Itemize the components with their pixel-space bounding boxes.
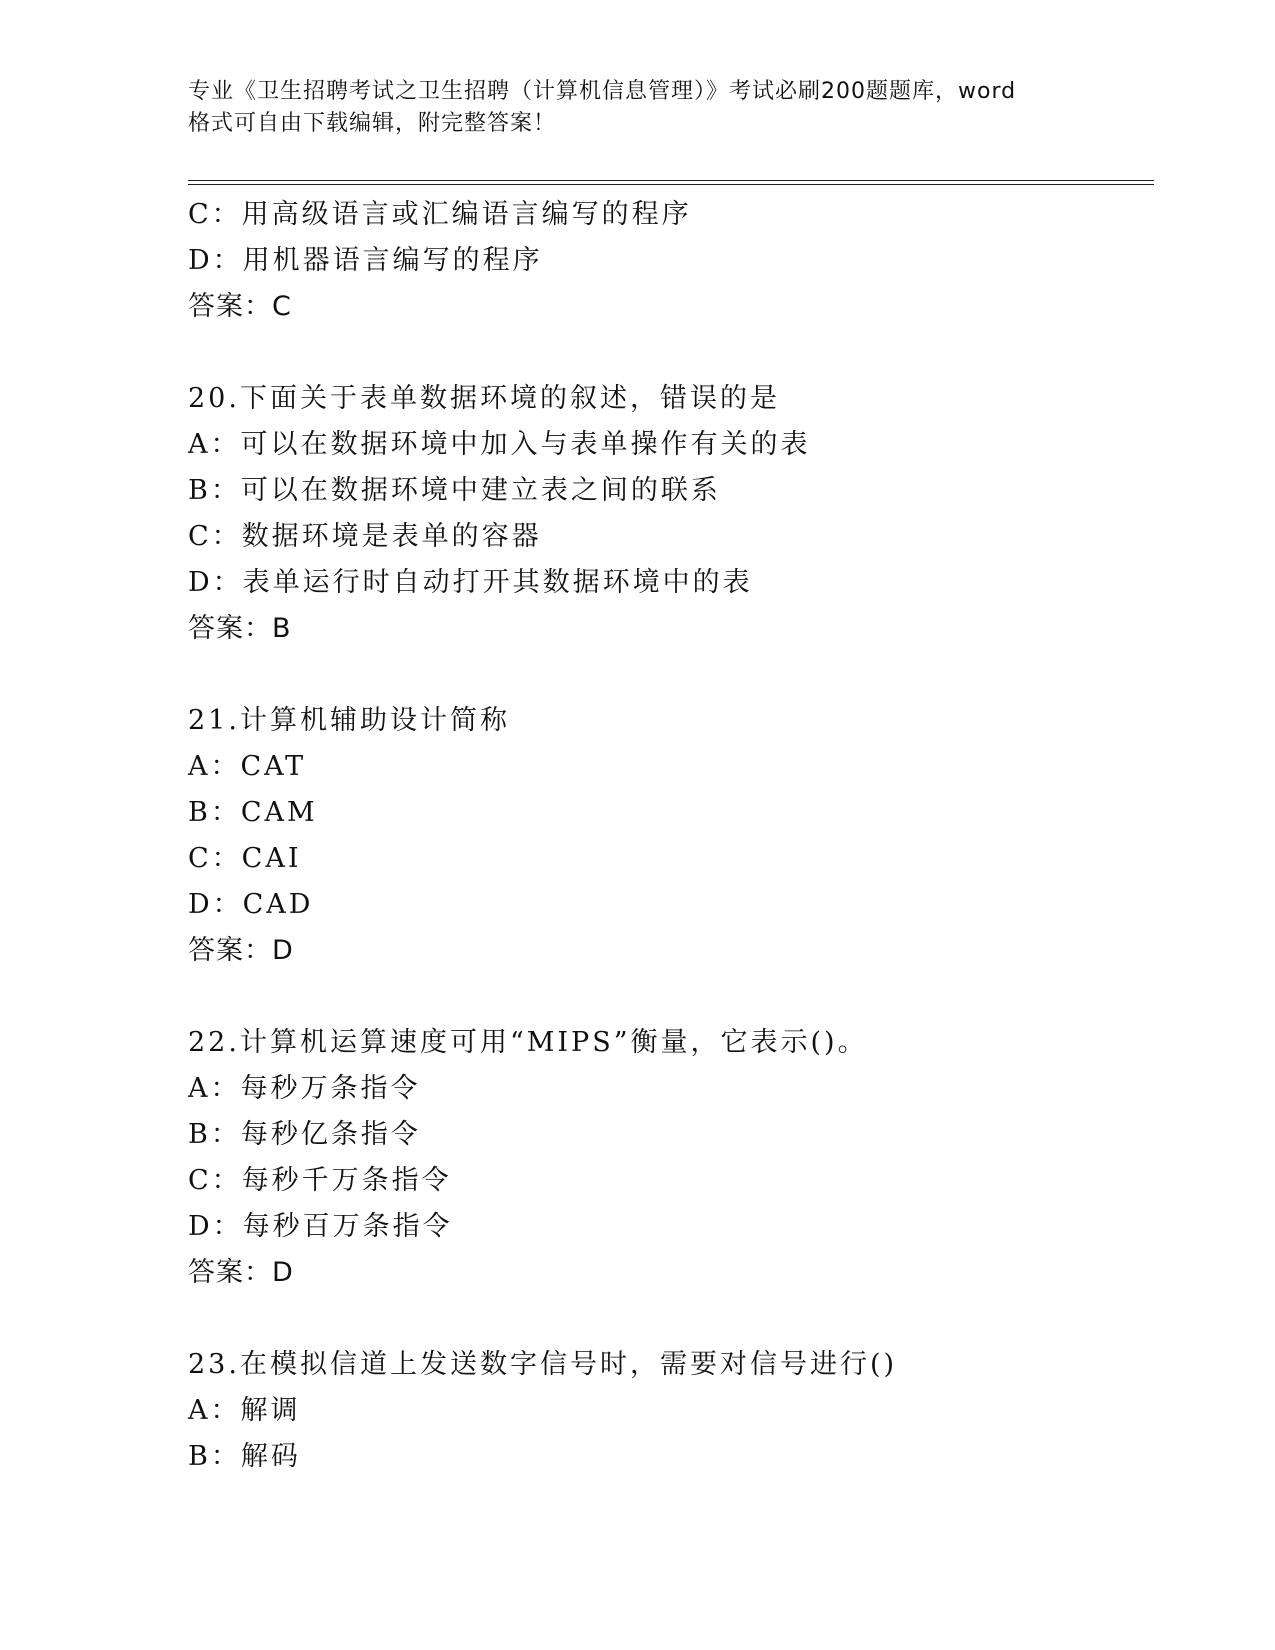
header-divider-top (188, 180, 1154, 181)
header-line-1: 专业《卫生招聘考试之卫生招聘（计算机信息管理）》考试必刷200题题库，word (188, 79, 1017, 104)
answer-line: 答案：C (188, 291, 292, 322)
question-block-21 (188, 698, 1148, 974)
option-c: C：CAI (188, 843, 302, 874)
option-c: C：数据环境是表单的容器 (188, 521, 542, 552)
question-list (188, 192, 1148, 1480)
option-d: D：每秒百万条指令 (188, 1211, 453, 1242)
question-stem: 21.计算机辅助设计简称 (188, 705, 510, 736)
document-header (188, 76, 1108, 140)
question-stem: 20.下面关于表单数据环境的叙述，错误的是 (188, 383, 780, 414)
option-b: B：CAM (188, 797, 318, 828)
header-divider-bottom (188, 184, 1154, 185)
spacer (188, 652, 1148, 698)
question-block-19 (188, 192, 1148, 330)
spacer (188, 1296, 1148, 1342)
option-c: C：每秒千万条指令 (188, 1165, 452, 1196)
header-line-2: 格式可自由下载编辑，附完整答案！ (188, 111, 557, 136)
option-d: D：CAD (188, 889, 314, 920)
question-block-20 (188, 376, 1148, 652)
spacer (188, 974, 1148, 1020)
option-a: A：可以在数据环境中加入与表单操作有关的表 (188, 429, 811, 460)
option-b: B：可以在数据环境中建立表之间的联系 (188, 475, 721, 506)
answer-line: 答案：D (188, 1257, 294, 1288)
question-stem: 22.计算机运算速度可用“MIPS”衡量，它表示()。 (188, 1027, 868, 1058)
option-b: B：每秒亿条指令 (188, 1119, 421, 1150)
answer-line: 答案：B (188, 613, 292, 644)
answer-line: 答案：D (188, 935, 294, 966)
option-c: C：用高级语言或汇编语言编写的程序 (188, 199, 692, 230)
option-d: D：表单运行时自动打开其数据环境中的表 (188, 567, 753, 598)
question-block-22 (188, 1020, 1148, 1296)
spacer (188, 330, 1148, 376)
option-a: A：CAT (188, 751, 307, 782)
option-a: A：解调 (188, 1395, 301, 1426)
question-stem: 23.在模拟信道上发送数字信号时，需要对信号进行() (188, 1349, 898, 1380)
question-block-23 (188, 1342, 1148, 1480)
option-d: D：用机器语言编写的程序 (188, 245, 543, 276)
option-a: A：每秒万条指令 (188, 1073, 421, 1104)
option-b: B：解码 (188, 1441, 301, 1472)
